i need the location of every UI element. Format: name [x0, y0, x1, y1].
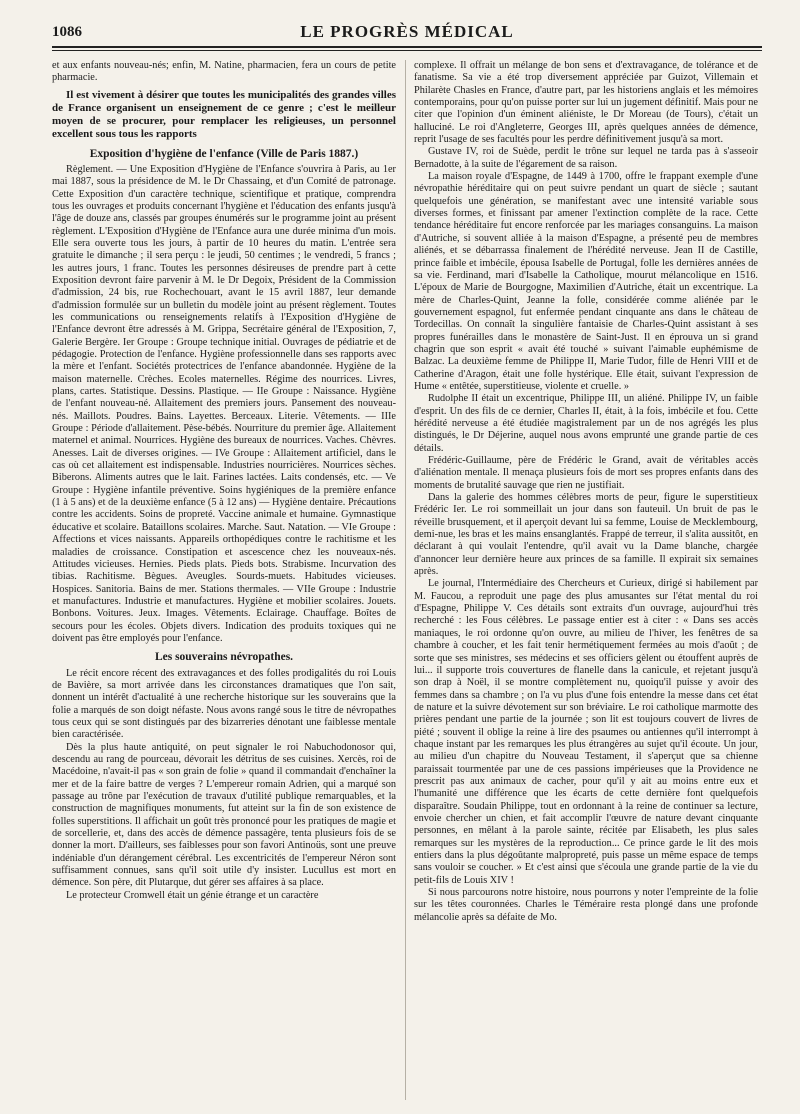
- section-title-souverains: Les souverains névropathes.: [154, 651, 294, 664]
- right-paragraph: Le journal, l'Intermédiaire des Chercheurs et Curieux, dirigé si habilement par M. Faucou, a reproduit une page des plus amusantes sur l'état mental du roi d'Espagne, Philippe V. Ces détails sont extraits d'un ouvrage, aujourd'hui très recherché : les Fous célèbres. Le passage entier est à citer : « Dans ses accès maniaques, le roi ordonne qu'on ouvre, au milieu de l'hiver, les fenêtres de sa chambre à coucher, et les fait tenir hermétiquement fermées au mois d'août ; de sorte que ses ministres, ses médecins et ses officiers gèlent ou étouffent auprès de lui... il supporte trois couvertures de flanelle dans la canicule, et rejetant jusqu'à son drap à Noël, il se montre complètement nu, quoiqu'il puisse y avoir des femmes dans sa chambre ; on l'a vu plus d'une fois entendre la messe dans cet état de nature et la suivre dévotement sur son bréviaire. Le roi catholique marmotte des prières pendant une partie de la journée ; son lit est toujours couvert de livres de piété ; souvent il oblige la reine à lire des psaumes ou antiennes qu'il interrompt à chaque instant par les remarques les plus étrangères au sujet qu'il écoute. Un jour, au milieu d'un chapitre du Nouveau Testament, il s'aperçut que sa chienne paraissait tourmentée par une de ces passions impérieuses que la Providence ne prescrit pas aux animaux de cacher, pour qu'il y ait au moins entre eux et l'humanité une différence que les écarts de cette dernière font quelquefois disparaître. Soudain Philippe, tout en ordonnant à la reine de continuer sa lecture, envoie chercher un chien, et fait accomplir l'œuvre de nature devant cinquante personnes, en mêlant à la parole sainte, récitée par Elisabeth, les plus sales remarques sur les mystères de la reproduction... Ce prince garde le lit des mois entiers dans la plus dégoûtante malpropreté, puis passe un même espace de temps sans vouloir se coucher. » Et c'est ainsi que s'écoula une grande partie de la vie du petit-fils de Louis XIV !: [414, 578, 758, 886]
- right-paragraph: Dans la galerie des hommes célèbres morts de peur, figure le superstitieux Frédéric Ier. Le roi sommeillait un jour dans son fauteuil. Un bruit de pas le réveille brusquement, et il aperçoit devant lui sa femme, Louise de Mecklembourg, demi-nue, les bras et les mains ensanglantés. Frappé de terreur, il s'alita aussitôt, en déclarant à qui voulait l'entendre, qu'il avait vu la Dame blanche, chargée d'annoncer leur dernière heure aux princes de sa famille. Il expirait six semaines après.: [414, 492, 758, 578]
- right-paragraph: Si nous parcourons notre histoire, nous pourrons y noter l'empreinte de la folie sur les têtes couronnées. Charles le Téméraire resta plongé dans une profonde mélancolie après sa défaite de Mo.: [414, 887, 758, 923]
- header-rule-thick: [52, 46, 762, 48]
- right-paragraph: Rudolphe II était un excentrique, Philippe III, un aliéné. Philippe IV, un faible d'esprit. Un des fils de ce dernier, Charles II, était, à la fois, imbécile et fou. Cette hérédité nerveuse a été étudiée magistralement par un de nos agrégés les plus distingués, le Dr Déjerine, auquel nous avons emprunté une grande partie de ces détails.: [414, 393, 758, 454]
- right-paragraph: La maison royale d'Espagne, de 1449 à 1700, offre le frappant exemple d'une névropathie héréditaire qui on peut suivre pendant un quart de siècle ; sautant quelquefois une génération, se manifestant avec une intensité variable sous diverses formes, et finissant par amener l'extinction complète de la race. Cette tendance héréditaire fut encore renforcée par les mariages consanguins. La maison d'Autriche, si souvent alliée à la maison d'Espagne, a présenté peu de membres aliénés, et se débarrassa finalement de l'hérédité nerveuse. Jean II de Castille, prince faible et imbécile, épousa Isabelle de Portugal, folle les dernières années de sa vie. Ferdinand, mari d'Isabelle la Catholique, mourut mélancolique en 1516. L'époux de Marie de Bourgogne, Maximilien d'Autriche, était un excentrique. La mère de Charles-Quint, Jeanne la folle, considérée comme aliénée par le gouvernement espagnol, fut enfermée pendant cinquante ans dans le château de Tordecillas. On connaît la singulière fantaisie de Charles-Quint assistant à ses propres funérailles dans le monastère de Saint-Just. Il en éprouva un si grand chagrin que son esprit « avait été touché » suivant l'aimable euphémisme de Balzac. La deuxième femme de Philippe II, Marie Tudor, fille de Henri VIII et de Catherine d'Aragon, était une folle hystérique. Elle était, suivant l'expression de Hume « entêtée, superstitieuse, violente et cruelle. »: [414, 171, 758, 392]
- right-paragraph: complexe. Il offrait un mélange de bon sens et d'extravagance, de tolérance et de fanatisme. Sa vie a été trop diversement appréciée par Guizot, Villemain et Philarète Chasles en France, d'autre part, par les historiens anglais et les mémoires contemporains, pour qu'on puisse porter sur lui un jugement définitif. Mais pour ne citer que l'opinion d'un éminent aliéniste, le Dr Moreau (de Tours), c'était un halluciné. Le roi d'Angleterre, Georges III, après quelques années de démence, reprit l'usage de ses facultés pour les perdre définitivement jusqu'à sa mort.: [414, 60, 758, 146]
- souverains-paragraph: Le protecteur Cromwell était un génie étrange et un caractère: [66, 889, 319, 901]
- section-title-exposition: Exposition d'hygiène de l'enfance (Ville de Paris 1887.): [89, 147, 359, 160]
- intro-paragraph: et aux enfants nouveau-nés; enfin, M. Natine, pharmacien, fera un cours de petite pharmacie.: [52, 60, 396, 84]
- right-column: [414, 60, 758, 1100]
- souverains-paragraph: Dès la plus haute antiquité, on peut signaler le roi Nabuchodonosor qui, descendu au rang de pourceau, dévorait les détritus de ses cuisines. Xercès, roi de Macédoine, n'avait-il pas « son grain de folie » quand il commandait d'enchaîner la mer et de la faire battre de verges ? L'empereur romain Adrien, qui a marqué son passage au trône par l'exécution de travaux d'utilité publique remarquables, et la construction de magnifiques monuments, fut atteint sur la fin de son existence de folles superstitions. Il affichait un goût très prononcé pour les pratiques de magie et de sorcellerie, et, dans des accès de démence passagère, tenta plusieurs fois de se donner la mort. D'ailleurs, ses faiblesses pour son favori Antinoüs, sont une preuve indéniable d'un dérangement cérébral. Les excentricités de l'empereur Néron sont suffisamment connues, sans qu'il soit utile d'y insister. Lucullus est mort en démence. Son père, dit Plutarque, dut gérer ses affaires à sa place.: [52, 741, 396, 889]
- right-paragraph: Frédéric-Guillaume, père de Frédéric le Grand, avait de véritables accès d'aliénation mentale. Il menaça plusieurs fois de mort ses propres enfants dans des moments de brutalité sauvage que rien ne justifiait.: [414, 455, 758, 491]
- souverains-paragraph: Le récit encore récent des extravagances et des folles prodigalités du roi Louis de Bavière, sa mort arrivée dans les circonstances dramatiques que l'on sait, donnent un intérêt d'actualité à une recherche historique sur les souverains que la folie a marqués de son doigt néfaste. Nous avons rangé sous le titre de névropathes tous ceux qui se sont distingués par des bizarreries dénotant une faiblesse mentale bien caractérisée.: [52, 667, 396, 741]
- exposition-paragraph: Règlement. — Une Exposition d'Hygiène de l'Enfance s'ouvrira à Paris, au 1er mai 1887, sous la présidence de M. le Dr Chassaing, et d'un Comité de patronage. Cette Exposition d'un caractère technique, scientifique et pratique, comprendra tous les ouvrages et produits concernant l'hygiène et l'éducation des enfants jusqu'à l'âge de douze ans, classés par groupes énumérés sur le programme joint au présent règlement. L'Exposition d'Hygiène de l'Enfance aura une durée minima d'un mois. Elle sera ouverte tous les jours, à partir de 10 heures du matin. L'entrée sera gratuite le dimanche ; il sera perçu : le jeudi, 50 centimes ; le vendredi, 5 francs ; les autres jours, 1 franc. Toutes les personnes désireuses de prendre part à cette Exposition devront faire parvenir à M. le Dr Degoix, Président de la Commission d'admission, 24 bis, rue Rochechouart, avant le 15 avril 1887, leur demande d'admission formulée sur un bulletin du modèle joint au présent règlement. Toutes les communications ou renseignements relatifs à l'Exposition d'Hygiène de l'Enfance devront être adressés à M. Grippa, Secrétaire général de l'Exposition, 7, Galerie Bergère. Ier Groupe : Groupe technique initial. Ouvrages de pédiatrie et de pédagogie. Protection de l'enfance. Hygiène professionnelle dans ses rapports avec la mère et l'enfant. Sociétés protectrices de l'enfance abandonnée. Hygiène de la maison maternelle. Crèches. Ecoles maternelles. Régime des nourrices. Livres, plans, cartes. Statistique. Dessins. Plastique. — IIe Groupe : Naissance. Hygiène de l'enfant nouveau-né. Allaitement des premiers jours. Pansement des nouveau-nés. Maillots. Poudres. Bains. Layettes. Berceaux. Literie. Vêtements. — IIIe Groupe : Période d'allaitement. Pèse-bébés. Nourriture du premier âge. Allaitement maternel et animal. Nourrices. Hygiène des bureaux de nourrices. Vaches. Chèvres. Anesses. Lait de diverses origines. — IVe Groupe : Allaitement artificiel, dans le cas où cet allaitement est indispensable. Industries nourricières. Nourrices sèches. Biberons. Aliments autres que le lait. Farines lactées. Laits condensés, etc. — Ve Groupe : Hygiène infantile préventive. Soins hygiéniques de la première enfance (1 à 5 ans) et de la deuxième enfance (5 à 12 ans) — Hygiène dentaire. Précautions contre les accidents. Soins de propreté. Vaccine animale et humaine. Gymnastique éducative et scolaire. Bataillons scolaires. Marche. Saut. Natation. — VIe Groupe : Affections et vices naissants. Appareils orthopédiques contre le rachitisme et les maladies de croissance. Constipation et ascescence chez les nouveaux-nés. Attitudes vicieuses. Hernies. Pieds plats. Pieds bots. Strabisme. Incurvation des tibias. Rachitisme. Bègues. Aveugles. Sourds-muets. Habitudes vicieuses. Hospices. Sanitoria. Bains de mer. Stations thermales. — VIIe Groupe : Industrie et manufactures. Industrie et manufactures. Hygiène et mobilier scolaires. Jouets. Bonbons. Voitures. Jeux. Images. Vêtements. Eclairage. Chauffage. Boîtes de secours pour les écoles. Objets divers. Indication des produits toxiques qui ne doivent pas être employés pour l'enfance.: [52, 163, 396, 644]
- left-column: [52, 60, 396, 1100]
- intro-emphasis-paragraph: Il est vivement à désirer que toutes les municipalités des grandes villes de France organisent un enseignement de ce genre ; c'est le meilleur moyen de se procurer, pour remplacer les religieuses, un personnel excellent sous tous les rapports: [52, 88, 396, 141]
- page-number: 1086: [52, 24, 82, 40]
- header-rule-thin: [52, 50, 762, 51]
- page-header: [52, 22, 762, 44]
- masthead-title: LE PROGRÈS MÉDICAL: [300, 22, 514, 41]
- column-divider: [405, 60, 406, 1100]
- right-paragraph: Gustave IV, roi de Suède, perdit le trône sur lequel ne tarda pas à s'asseoir Bernadotte, à la suite de l'égarement de sa raison.: [414, 146, 758, 170]
